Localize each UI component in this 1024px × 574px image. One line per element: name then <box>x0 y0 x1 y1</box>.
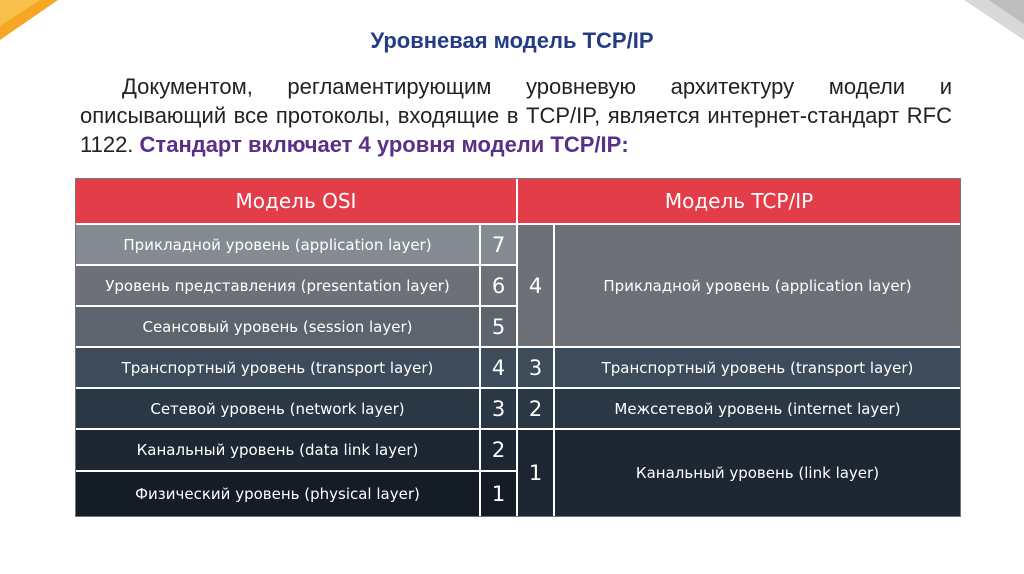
osi-layer-label: Канальный уровень (data link layer) <box>76 430 481 472</box>
tcpip-layer-label: Прикладной уровень (application layer) <box>555 225 960 348</box>
tcpip-layer-num: 4 <box>518 225 555 348</box>
osi-layer-label: Уровень представления (presentation layer) <box>76 266 481 307</box>
tcpip-layer-label: Межсетевой уровень (internet layer) <box>555 389 960 430</box>
osi-layer-num: 5 <box>481 307 518 348</box>
osi-layer-label: Сеансовый уровень (session layer) <box>76 307 481 348</box>
tcpip-header: Модель TCP/IP <box>518 179 960 225</box>
tcpip-layer-num: 3 <box>518 348 555 389</box>
osi-layer-num: 2 <box>481 430 518 472</box>
osi-layer-num: 3 <box>481 389 518 430</box>
osi-tcpip-table <box>75 178 961 517</box>
intro-paragraph <box>80 72 952 159</box>
osi-layer-label: Транспортный уровень (transport layer) <box>76 348 481 389</box>
tcpip-layer-label: Транспортный уровень (transport layer) <box>555 348 960 389</box>
intro-text: Документом, регламентирующим уровневую архитектуру модели и описывающий все протоколы, входящие в TCP/IP, является интернет-стандарт RFC 1122. <box>80 74 952 157</box>
osi-layer-label: Прикладной уровень (application layer) <box>76 225 481 266</box>
osi-layer-num: 1 <box>481 472 518 516</box>
osi-layer-num: 6 <box>481 266 518 307</box>
intro-highlight: Стандарт включает 4 уровня модели TCP/IP: <box>139 132 629 157</box>
page-title: Уровневая модель TCP/IP <box>370 28 654 53</box>
osi-layer-label: Физический уровень (physical layer) <box>76 472 481 516</box>
osi-header: Модель OSI <box>76 179 518 225</box>
tcpip-layer-label: Канальный уровень (link layer) <box>555 430 960 516</box>
tcpip-layer-num: 1 <box>518 430 555 516</box>
tcpip-layer-num: 2 <box>518 389 555 430</box>
osi-layer-label: Сетевой уровень (network layer) <box>76 389 481 430</box>
osi-layer-num: 4 <box>481 348 518 389</box>
osi-layer-num: 7 <box>481 225 518 266</box>
